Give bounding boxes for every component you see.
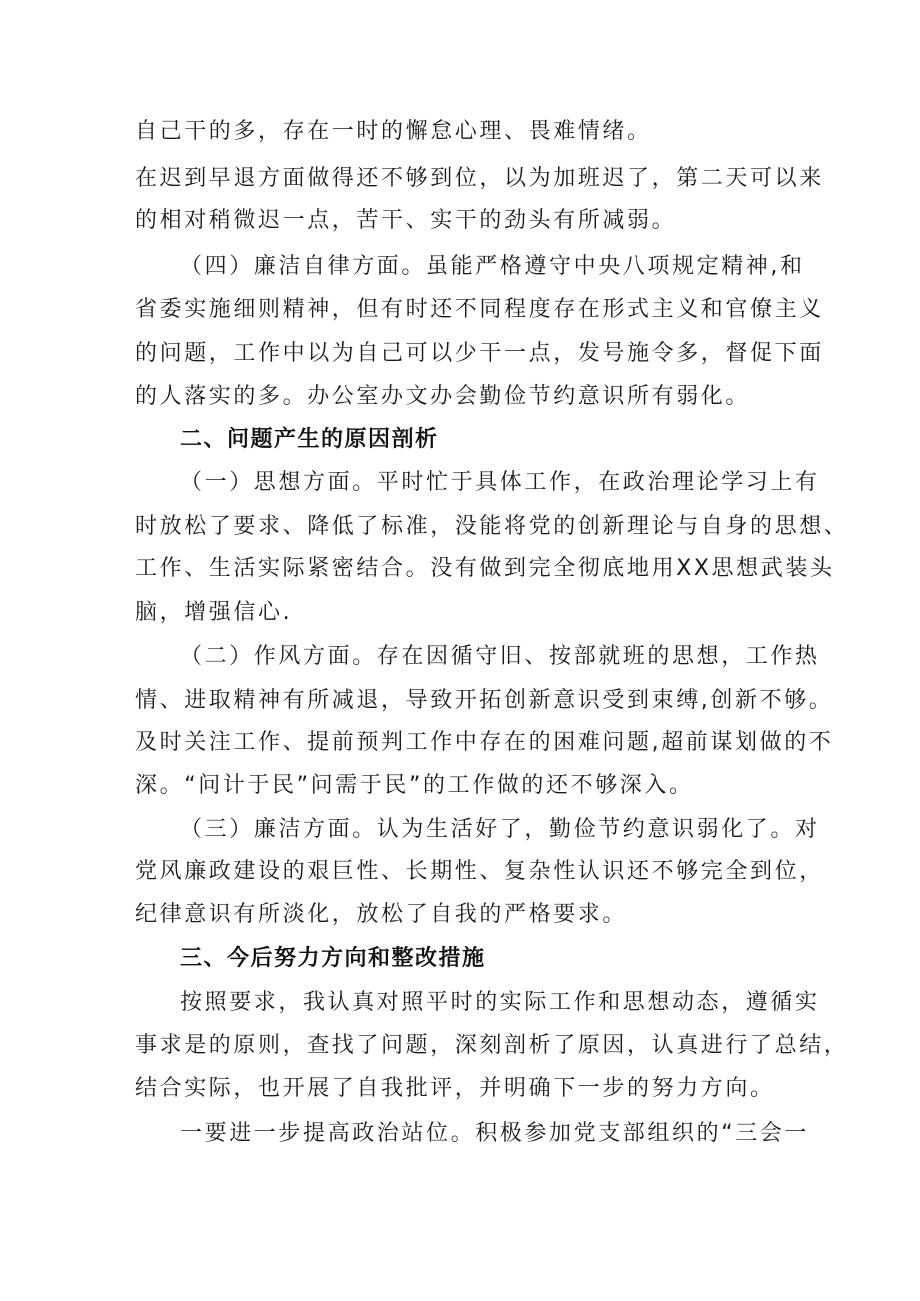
paragraph-line: （三）廉洁方面。认为生活好了，勤俭节约意识弱化了。对: [180, 817, 820, 842]
paragraph-line: 党风廉政建设的艰巨性、长期性、复杂性认识还不够完全到位，: [135, 859, 824, 884]
paragraph-line: 按照要求，我认真对照平时的实际工作和思想动态，遵循实: [180, 990, 820, 1015]
paragraph-line: 及时关注工作、提前预判工作中存在的困难问题,超前谋划做的不: [135, 730, 834, 755]
paragraph-line: 情、进取精神有所减退，导致开拓创新意识受到束缚,创新不够。: [135, 688, 834, 713]
paragraph-line: 省委实施细则精神，但有时还不同程度存在形式主义和官僚主义: [135, 297, 824, 322]
paragraph-line: 的相对稍微迟一点，苦干、实干的劲头有所减弱。: [135, 208, 677, 233]
paragraph-line: 纪律意识有所淡化，放松了自我的严格要求。: [135, 902, 628, 927]
section-heading: 三、今后努力方向和整改措施: [180, 946, 486, 971]
paragraph-line: 事求是的原则，查找了问题，深刻剖析了原因，认真进行了总结，: [135, 1033, 849, 1058]
paragraph-line: 结合实际，也开展了自我批评，并明确下一步的努力方向。: [135, 1076, 775, 1101]
paragraph-line: 的问题，工作中以为自己可以少干一点，发号施令多，督促下面: [135, 341, 824, 366]
paragraph-line: （二）作风方面。存在因循守旧、按部就班的思想，工作热: [180, 644, 820, 669]
section-heading: 二、问题产生的原因剖析: [180, 427, 439, 452]
paragraph-line: 的人落实的多。办公室办文办会勤俭节约意识所有弱化。: [135, 384, 751, 409]
paragraph-line: 脑，增强信心.: [135, 600, 293, 625]
paragraph-line: （四）廉洁自律方面。虽能严格遵守中央八项规定精神,和: [180, 254, 805, 279]
paragraph-line: 深。“问计于民”问需于民”的工作做的还不够深入。: [135, 773, 694, 798]
paragraph-line: 一要进一步提高政治站位。积极参加党支部组织的“三会一: [180, 1121, 809, 1146]
paragraph-line: 自己干的多，存在一时的懈怠心理、畏难情绪。: [135, 119, 652, 144]
paragraph-line: 工作、生活实际紧密结合。没有做到完全彻底地用XX思想武装头: [135, 556, 835, 581]
paragraph-line: 在迟到早退方面做得还不够到位，以为加班迟了，第二天可以来: [135, 166, 824, 191]
paragraph-line: 时放松了要求、降低了标准，没能将党的创新理论与自身的思想、: [135, 514, 849, 539]
paragraph-line: （一）思想方面。平时忙于具体工作，在政治理论学习上有: [180, 470, 820, 495]
